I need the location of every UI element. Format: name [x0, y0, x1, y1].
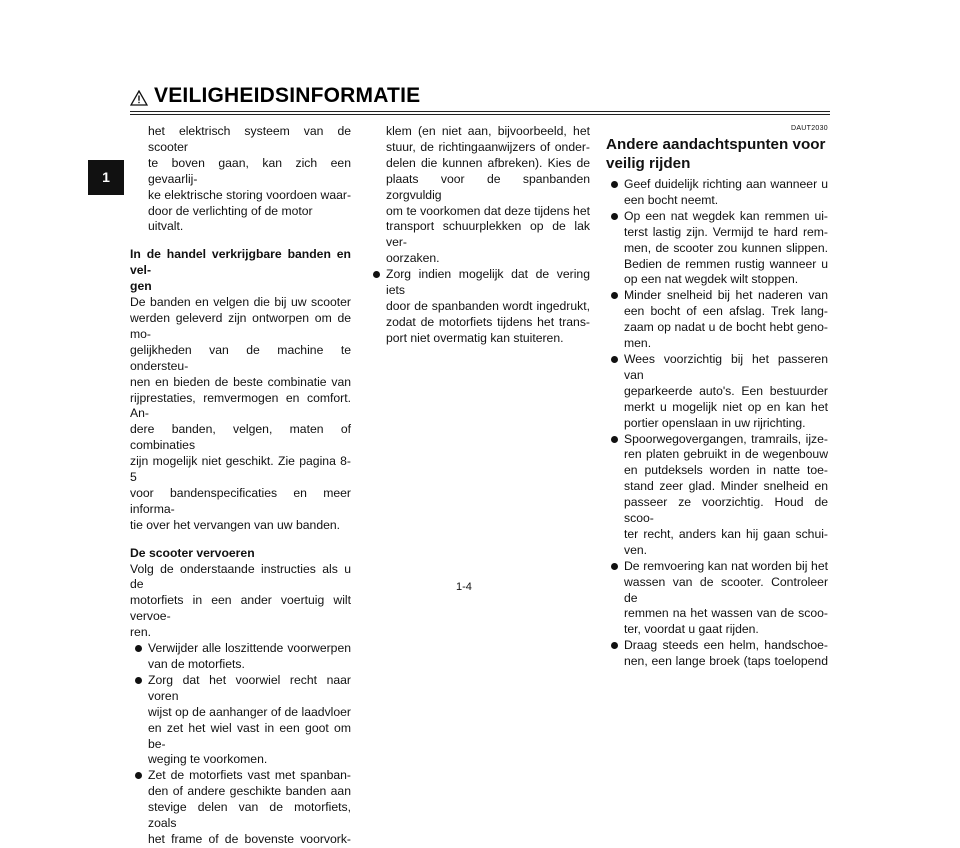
- text-line: passeer ze voorzichtig. Houd de scoo-: [624, 495, 828, 526]
- text-line: zodat de motorfiets tijdens het trans-: [386, 314, 590, 329]
- text-line: oorzaken.: [386, 251, 440, 266]
- text-line: motorfiets in een ander voertuig wilt vervoe-: [130, 593, 351, 624]
- column-2: [368, 124, 590, 347]
- text-line: Volg de onderstaande instructies als u de: [130, 561, 351, 592]
- list-item: [606, 209, 828, 289]
- section-heading-safe-riding: [606, 135, 828, 173]
- text-line: om te voorkomen dat deze tijdens het: [386, 203, 590, 218]
- header-rule: [130, 111, 830, 115]
- text-line: Bedien de remmen rustig wanneer u: [624, 256, 828, 271]
- column-3: [606, 124, 828, 670]
- text-line: stuur, de richtingaanwijzers of onder-: [386, 139, 590, 154]
- text-line: ren platen gebruikt in de wegenbouw: [624, 447, 828, 462]
- heading-line: veilig rijden: [606, 155, 691, 172]
- text-line: een bocht of een afslag. Trek lang-: [624, 304, 828, 319]
- text-line: Spoorwegovergangen, tramrails, ijze-: [624, 431, 828, 446]
- text-line: geparkeerde auto's. Een bestuurder: [624, 383, 828, 398]
- text-line: ven.: [624, 542, 648, 557]
- text-line: en putdeksels worden in natte toe-: [624, 463, 828, 478]
- list-item: [606, 177, 828, 209]
- text-line: remmen na het wassen van de scoo-: [624, 606, 828, 621]
- warning-triangle-icon: [130, 90, 148, 106]
- section-heading-tires: [130, 247, 351, 295]
- text-line: het elektrisch systeem van de scooter: [148, 124, 351, 154]
- text-line: gelijkheden van de machine te ondersteu-: [130, 342, 351, 373]
- list-item: [368, 267, 590, 347]
- text-line: een bocht neemt.: [624, 192, 719, 207]
- text-line: door de spanbanden wordt ingedrukt,: [386, 298, 590, 313]
- text-line: dere banden, velgen, maten of combinaties: [130, 422, 351, 453]
- text-line: Zorg indien mogelijk dat de vering iets: [386, 267, 590, 298]
- text-line: door de verlichting of de motor uitvalt.: [148, 203, 313, 234]
- list-item: [606, 638, 828, 670]
- text-line: transport schuurplekken op de lak ver-: [386, 219, 590, 250]
- text-line: delen die kunnen afbreken). Kies de: [386, 155, 590, 170]
- heading-line: In de handel verkrijgbare banden en vel-: [130, 247, 351, 278]
- lead-paragraph: [130, 124, 351, 235]
- text-line: Verwijder alle loszittende voorwerpen: [148, 641, 351, 656]
- list-item: [130, 768, 351, 848]
- chapter-tab-number: 1: [102, 169, 110, 185]
- text-line: ren.: [130, 625, 152, 640]
- text-line: nen, een lange broek (taps toelopend: [624, 654, 828, 669]
- text-line: Draag steeds een helm, handschoe-: [624, 638, 828, 653]
- list-item: [130, 673, 351, 768]
- continued-list-item: [368, 124, 590, 267]
- text-line: plaats voor de spanbanden zorgvuldig: [386, 171, 590, 202]
- text-line: Op een nat wegdek kan remmen ui-: [624, 208, 828, 223]
- column-1: [130, 124, 351, 848]
- text-line: ter recht, anders kan hij gaan schui-: [624, 526, 828, 541]
- text-line: nen en bieden de beste combinatie van: [130, 374, 351, 389]
- text-line: men, de scooter zou kunnen slippen.: [624, 240, 828, 255]
- text-line: rijprestaties, remvermogen en comfort. An-: [130, 390, 351, 421]
- text-line: Zet de motorfiets vast met spanban-: [148, 768, 351, 783]
- text-line: De banden en velgen die bij uw scooter: [130, 295, 351, 310]
- list-item: [606, 288, 828, 352]
- text-line: stevige delen van de motorfiets, zoals: [148, 800, 351, 831]
- text-line: port niet overmatig kan stuiteren.: [386, 330, 564, 345]
- text-line: wijst op de aanhanger of de laadvloer: [148, 704, 351, 719]
- transport-paragraph: [130, 562, 351, 642]
- page-header: [130, 84, 830, 114]
- text-line: zaam op nadat u de bocht hebt geno-: [624, 320, 828, 335]
- text-line: De remvoering kan nat worden bij het: [624, 558, 828, 573]
- text-line: ke elektrische storing voordoen waar-: [148, 187, 351, 202]
- page-number: 1-4: [456, 581, 472, 593]
- text-line: wassen van de scooter. Controleer de: [624, 574, 828, 605]
- list-item: [606, 352, 828, 432]
- list-item: [606, 432, 828, 559]
- text-line: van de motorfiets.: [148, 657, 245, 671]
- section-heading-transport: De scooter vervoeren: [130, 545, 255, 560]
- text-line: den of andere geschikte banden aan: [148, 784, 351, 799]
- text-line: stand zeer glad. Minder snelheid en: [624, 479, 828, 494]
- text-line: zijn mogelijk niet geschikt. Zie pagina 8-5: [130, 454, 351, 485]
- page-title: VEILIGHEIDSINFORMATIE: [154, 84, 421, 107]
- section-code: DAUT2030: [790, 125, 828, 132]
- text-line: en zet het wiel vast in een goot om be-: [148, 720, 351, 751]
- tires-paragraph: [130, 295, 351, 534]
- text-line: tie over het vervangen van uw banden.: [130, 517, 341, 532]
- list-item: [606, 559, 828, 639]
- text-line: Minder snelheid bij het naderen van: [624, 288, 828, 303]
- text-line: merkt u mogelijk niet op en kan het: [624, 399, 828, 414]
- heading-line: gen: [130, 279, 152, 294]
- text-line: weging te voorkomen.: [148, 752, 268, 767]
- text-line: op een nat wegdek wilt stoppen.: [624, 272, 799, 287]
- heading-line: Andere aandachtspunten voor: [606, 136, 826, 153]
- text-line: te boven gaan, kan zich een gevaarlij-: [148, 155, 351, 186]
- text-line: Wees voorzichtig bij het passeren van: [624, 351, 828, 382]
- list-item: [130, 641, 351, 673]
- text-line: terst lastig zijn. Vermijd te hard rem-: [624, 224, 828, 239]
- text-line: portier openslaan in uw rijrichting.: [624, 415, 806, 430]
- text-line: voor bandenspecificaties en meer informa-: [130, 485, 351, 516]
- text-line: Zorg dat het voorwiel recht naar voren: [148, 672, 351, 703]
- text-line: werden geleverd zijn ontworpen om de mo-: [130, 310, 351, 341]
- text-line: het frame of de bovenste voorvork-: [148, 831, 351, 846]
- text-line: klem (en niet aan, bijvoorbeeld, het: [386, 124, 590, 138]
- text-line: men.: [624, 336, 652, 351]
- text-line: Geef duidelijk richting aan wanneer u: [624, 177, 828, 191]
- text-line: ter, voordat u gaat rijden.: [624, 622, 759, 637]
